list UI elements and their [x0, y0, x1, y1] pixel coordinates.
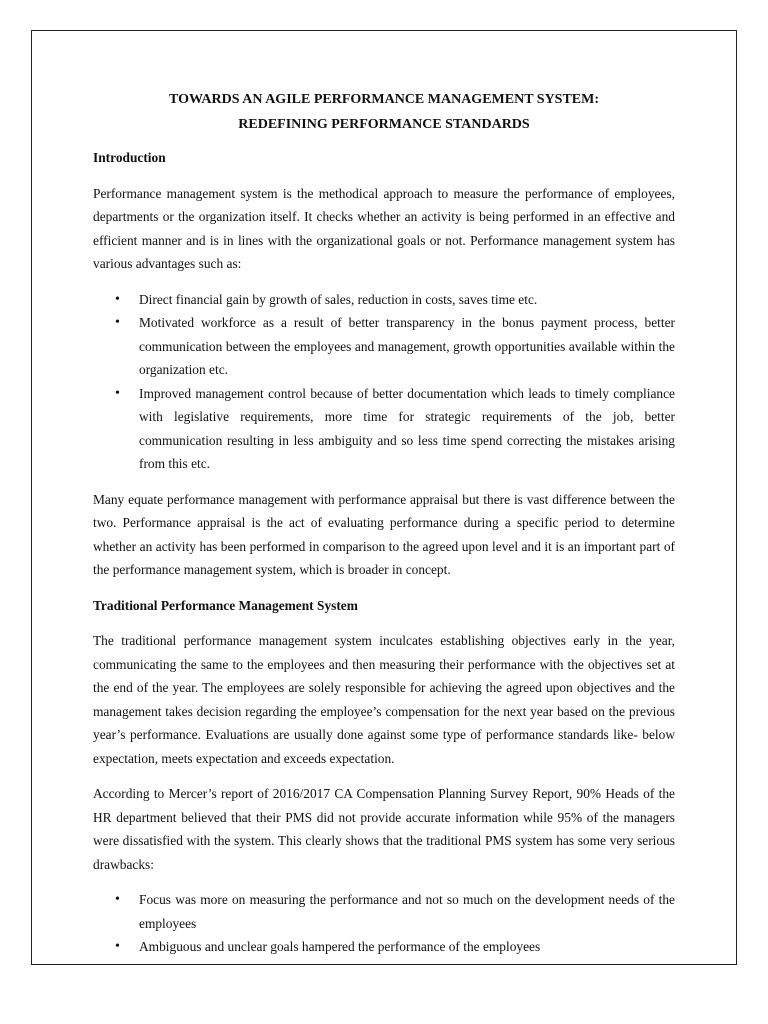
document-title — [93, 87, 675, 137]
intro-paragraph-2: Many equate performance management with performance appraisal but there is vast difference between the two. Performance appraisal is the act of evaluating performance during a specific period to determine whether an activity has been performed in comparison to the agreed upon level and it is an important part of the performance management system, which is broader in concept. — [93, 491, 675, 577]
list-item: • Motivated workforce as a result of better transparency in the bonus payment process, better communication between the employees and management, growth opportunities available within the organization etc. — [93, 311, 675, 382]
list-item: • Focus was more on measuring the performance and not so much on the development needs of the employees — [93, 888, 675, 935]
document-body — [93, 87, 675, 971]
title-line-1: TOWARDS AN AGILE PERFORMANCE MANAGEMENT SYSTEM: — [168, 92, 600, 107]
list-item: • Improved management control because of better documentation which leads to timely compliance with legislative requirements, more time for strategic requirements of the job, better communication resulting in less ambiguity and so less time spend correcting the mistakes arising from this etc. — [93, 382, 675, 476]
list-item: • Ambiguous and unclear goals hampered the performance of the employees — [93, 935, 675, 959]
traditional-paragraph-2: According to Mercer’s report of 2016/2017 CA Compensation Planning Survey Report, 90% Heads of the HR department believed that their PMS did not provide accurate information while 95% of the managers were dissatisfied with the system. This clearly shows that the traditional PMS system has some very serious drawbacks: — [93, 786, 675, 872]
list-item: • Direct financial gain by growth of sales, reduction in costs, saves time etc. — [93, 288, 675, 312]
intro-bullet-list — [93, 288, 675, 476]
traditional-heading: Traditional Performance Management System — [93, 597, 358, 613]
title-line-2: REDEFINING PERFORMANCE STANDARDS — [238, 117, 530, 132]
traditional-bullet-list — [93, 888, 675, 959]
traditional-paragraph-1: The traditional performance management system inculcates establishing objectives early in the year, communicating the same to the employees and then measuring their performance with the objectives set at the end of the year. The employees are solely responsible for achieving the agreed upon objectives and the management takes decision regarding the employee’s compensation for the next year based on the previous year’s performance. Evaluations are usually done against some type of performance standards like- below expectation, meets expectation and exceeds expectation. — [93, 633, 675, 766]
intro-heading: Introduction — [93, 150, 166, 165]
intro-paragraph-1: Performance management system is the methodical approach to measure the performance of employees, departments or the organization itself. It checks whether an activity is being performed in an effective and efficient manner and is in lines with the organizational goals or not. Performance management system has various advantages such as: — [93, 185, 675, 271]
